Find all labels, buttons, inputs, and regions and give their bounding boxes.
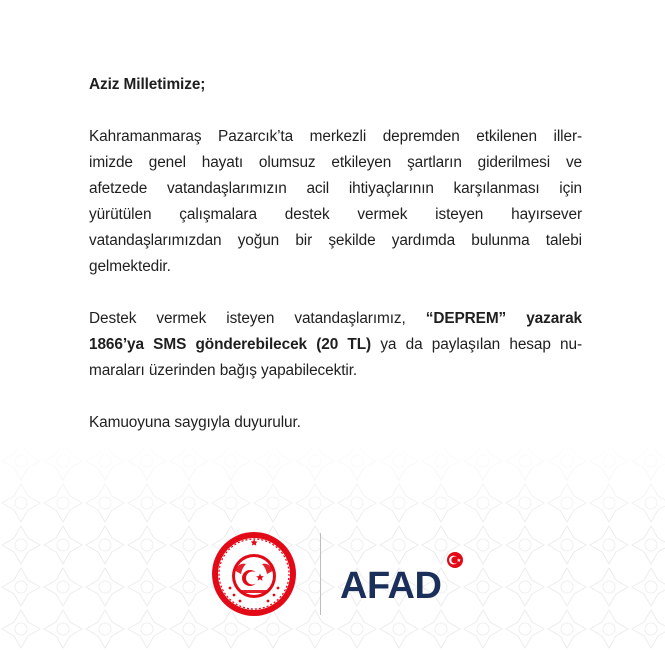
paragraph-1-line: yürütülen çalışmalara destek vermek isteyen hayırsever [89,206,582,223]
afad-logo [338,540,470,610]
paragraph-1-line: vatandaşlarımızdan yoğun bir şekilde yardımda bulunma talebi [89,232,582,249]
sms-instruction: 1866’ya SMS gönderebilecek (20 TL) [89,336,372,353]
closing-line: Kamuoyuna saygıyla duyurulur. [89,414,301,431]
announcement-text [89,72,582,436]
paragraph-2-line [89,332,582,358]
salutation: Aziz Milletimize; [89,76,206,93]
turkish-flag-icon [447,552,463,568]
paragraph-1-line: afetzede vatandaşlarımızın acil ihtiyaçlarının karşılanması için [89,180,582,197]
paragraph-2-text: Destek vermek isteyen vatandaşlarımız, [89,310,426,327]
paragraph-1-line: Kahramanmaraş Pazarcık’ta merkezli depremden etkilenen iller- [89,128,582,145]
paragraph-1-line: imizde genel hayatı olumsuz etkileyen şartların giderilmesi ve [89,154,582,171]
paragraph-2 [89,306,582,384]
paragraph-2-line: maraları üzerinden bağış yapabilecektir. [89,362,358,379]
paragraph-1-line: gelmektedir. [89,258,171,275]
ministry-of-interior-seal-icon [210,530,298,618]
paragraph-2-line [89,306,582,332]
logo-divider [320,533,321,615]
afad-wordmark: AFAD [340,565,442,607]
paragraph-1 [89,124,582,280]
deprem-keyword: “DEPREM” yazarak [425,310,582,327]
paragraph-2-text: ya da paylaşılan hesap nu- [371,336,582,353]
logo-bar [210,530,470,620]
